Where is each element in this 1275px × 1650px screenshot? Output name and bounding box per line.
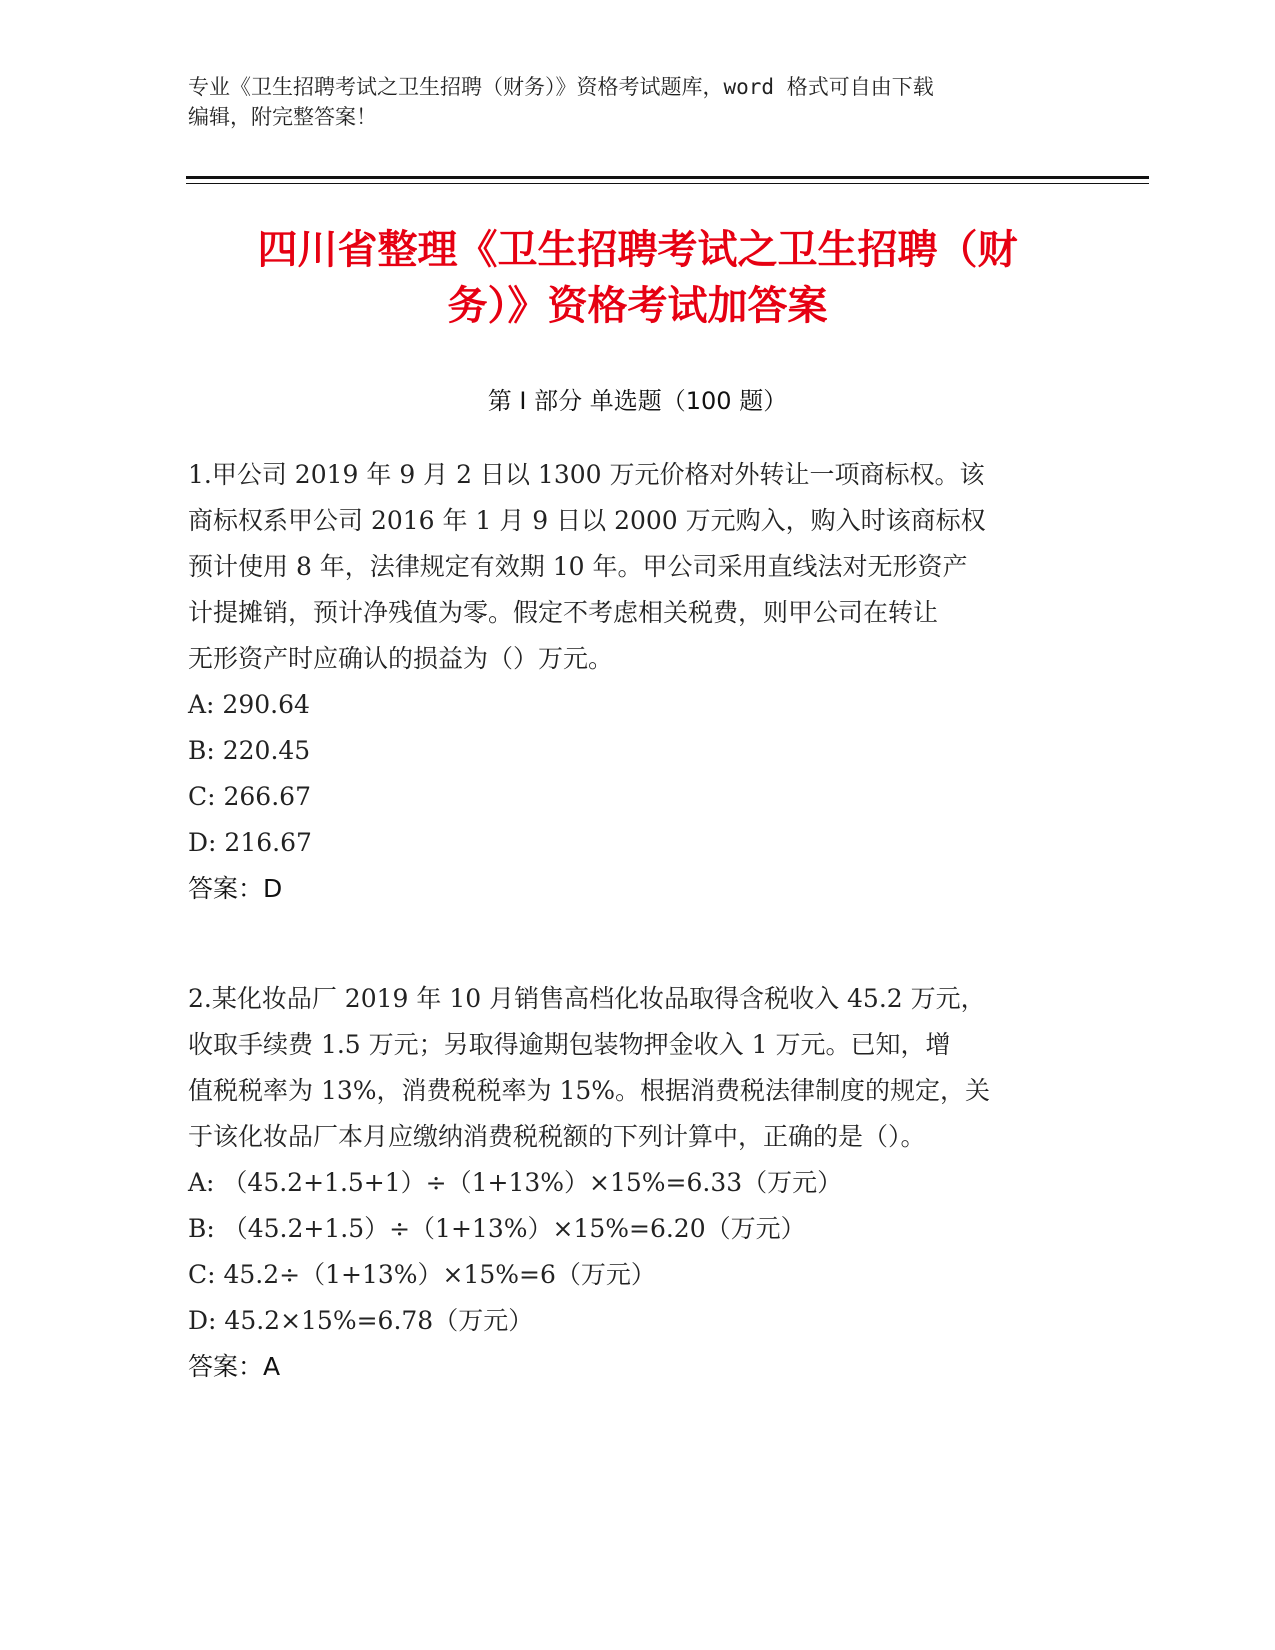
option-c: C: 266.67 [188,782,311,811]
option-d: D: 45.2×15%=6.78（万元） [188,1306,534,1335]
title-line: 务）》资格考试加答案 [447,283,828,329]
question-text-line: 于该化妆品厂本月应缴纳消费税税额的下列计算中，正确的是（）。 [188,1122,926,1151]
header-note-line: 编辑，附完整答案！ [188,105,377,129]
option-c: C: 45.2÷（1+13%）×15%=6（万元） [188,1260,656,1289]
answer-label: 答案：D [188,874,283,903]
document-title [150,222,1125,334]
option-a: A: 290.64 [188,690,310,719]
option-b: B: 220.45 [188,736,311,765]
header-note [188,72,1088,132]
question-1 [188,452,1088,912]
question-text-line: 2.某化妆品厂 2019 年 10 月销售高档化妆品取得含税收入 45.2 万元， [188,984,986,1013]
question-text-line: 无形资产时应确认的损益为（）万元。 [188,644,614,673]
question-text-line: 收取手续费 1.5 万元；另取得逾期包装物押金收入 1 万元。已知，增 [188,1030,951,1059]
question-text-line: 计提摊销，预计净残值为零。假定不考虑相关税费，则甲公司在转让 [188,598,939,627]
option-b: B: （45.2+1.5）÷（1+13%）×15%=6.20（万元） [188,1214,806,1243]
option-a: A: （45.2+1.5+1）÷（1+13%）×15%=6.33（万元） [188,1168,843,1197]
header-divider-thin [186,183,1149,184]
section-heading: 第 I 部分 单选题（100 题） [487,387,788,415]
header-note-line: 专业《卫生招聘考试之卫生招聘（财务）》资格考试题库，word 格式可自由下载 [188,75,934,99]
question-2 [188,976,1088,1390]
question-text-line: 商标权系甲公司 2016 年 1 月 9 日以 2000 万元购入，购入时该商标权 [188,506,986,535]
title-line: 四川省整理《卫生招聘考试之卫生招聘（财 [257,227,1018,273]
question-text-line: 值税税率为 13%，消费税税率为 15%。根据消费税法律制度的规定，关 [188,1076,991,1105]
header-divider-thick [186,176,1149,179]
question-text-line: 1.甲公司 2019 年 9 月 2 日以 1300 万元价格对外转让一项商标权。该 [188,460,985,489]
question-text-line: 预计使用 8 年，法律规定有效期 10 年。甲公司采用直线法对无形资产 [188,552,968,581]
option-d: D: 216.67 [188,828,312,857]
answer-label: 答案：A [188,1352,281,1381]
